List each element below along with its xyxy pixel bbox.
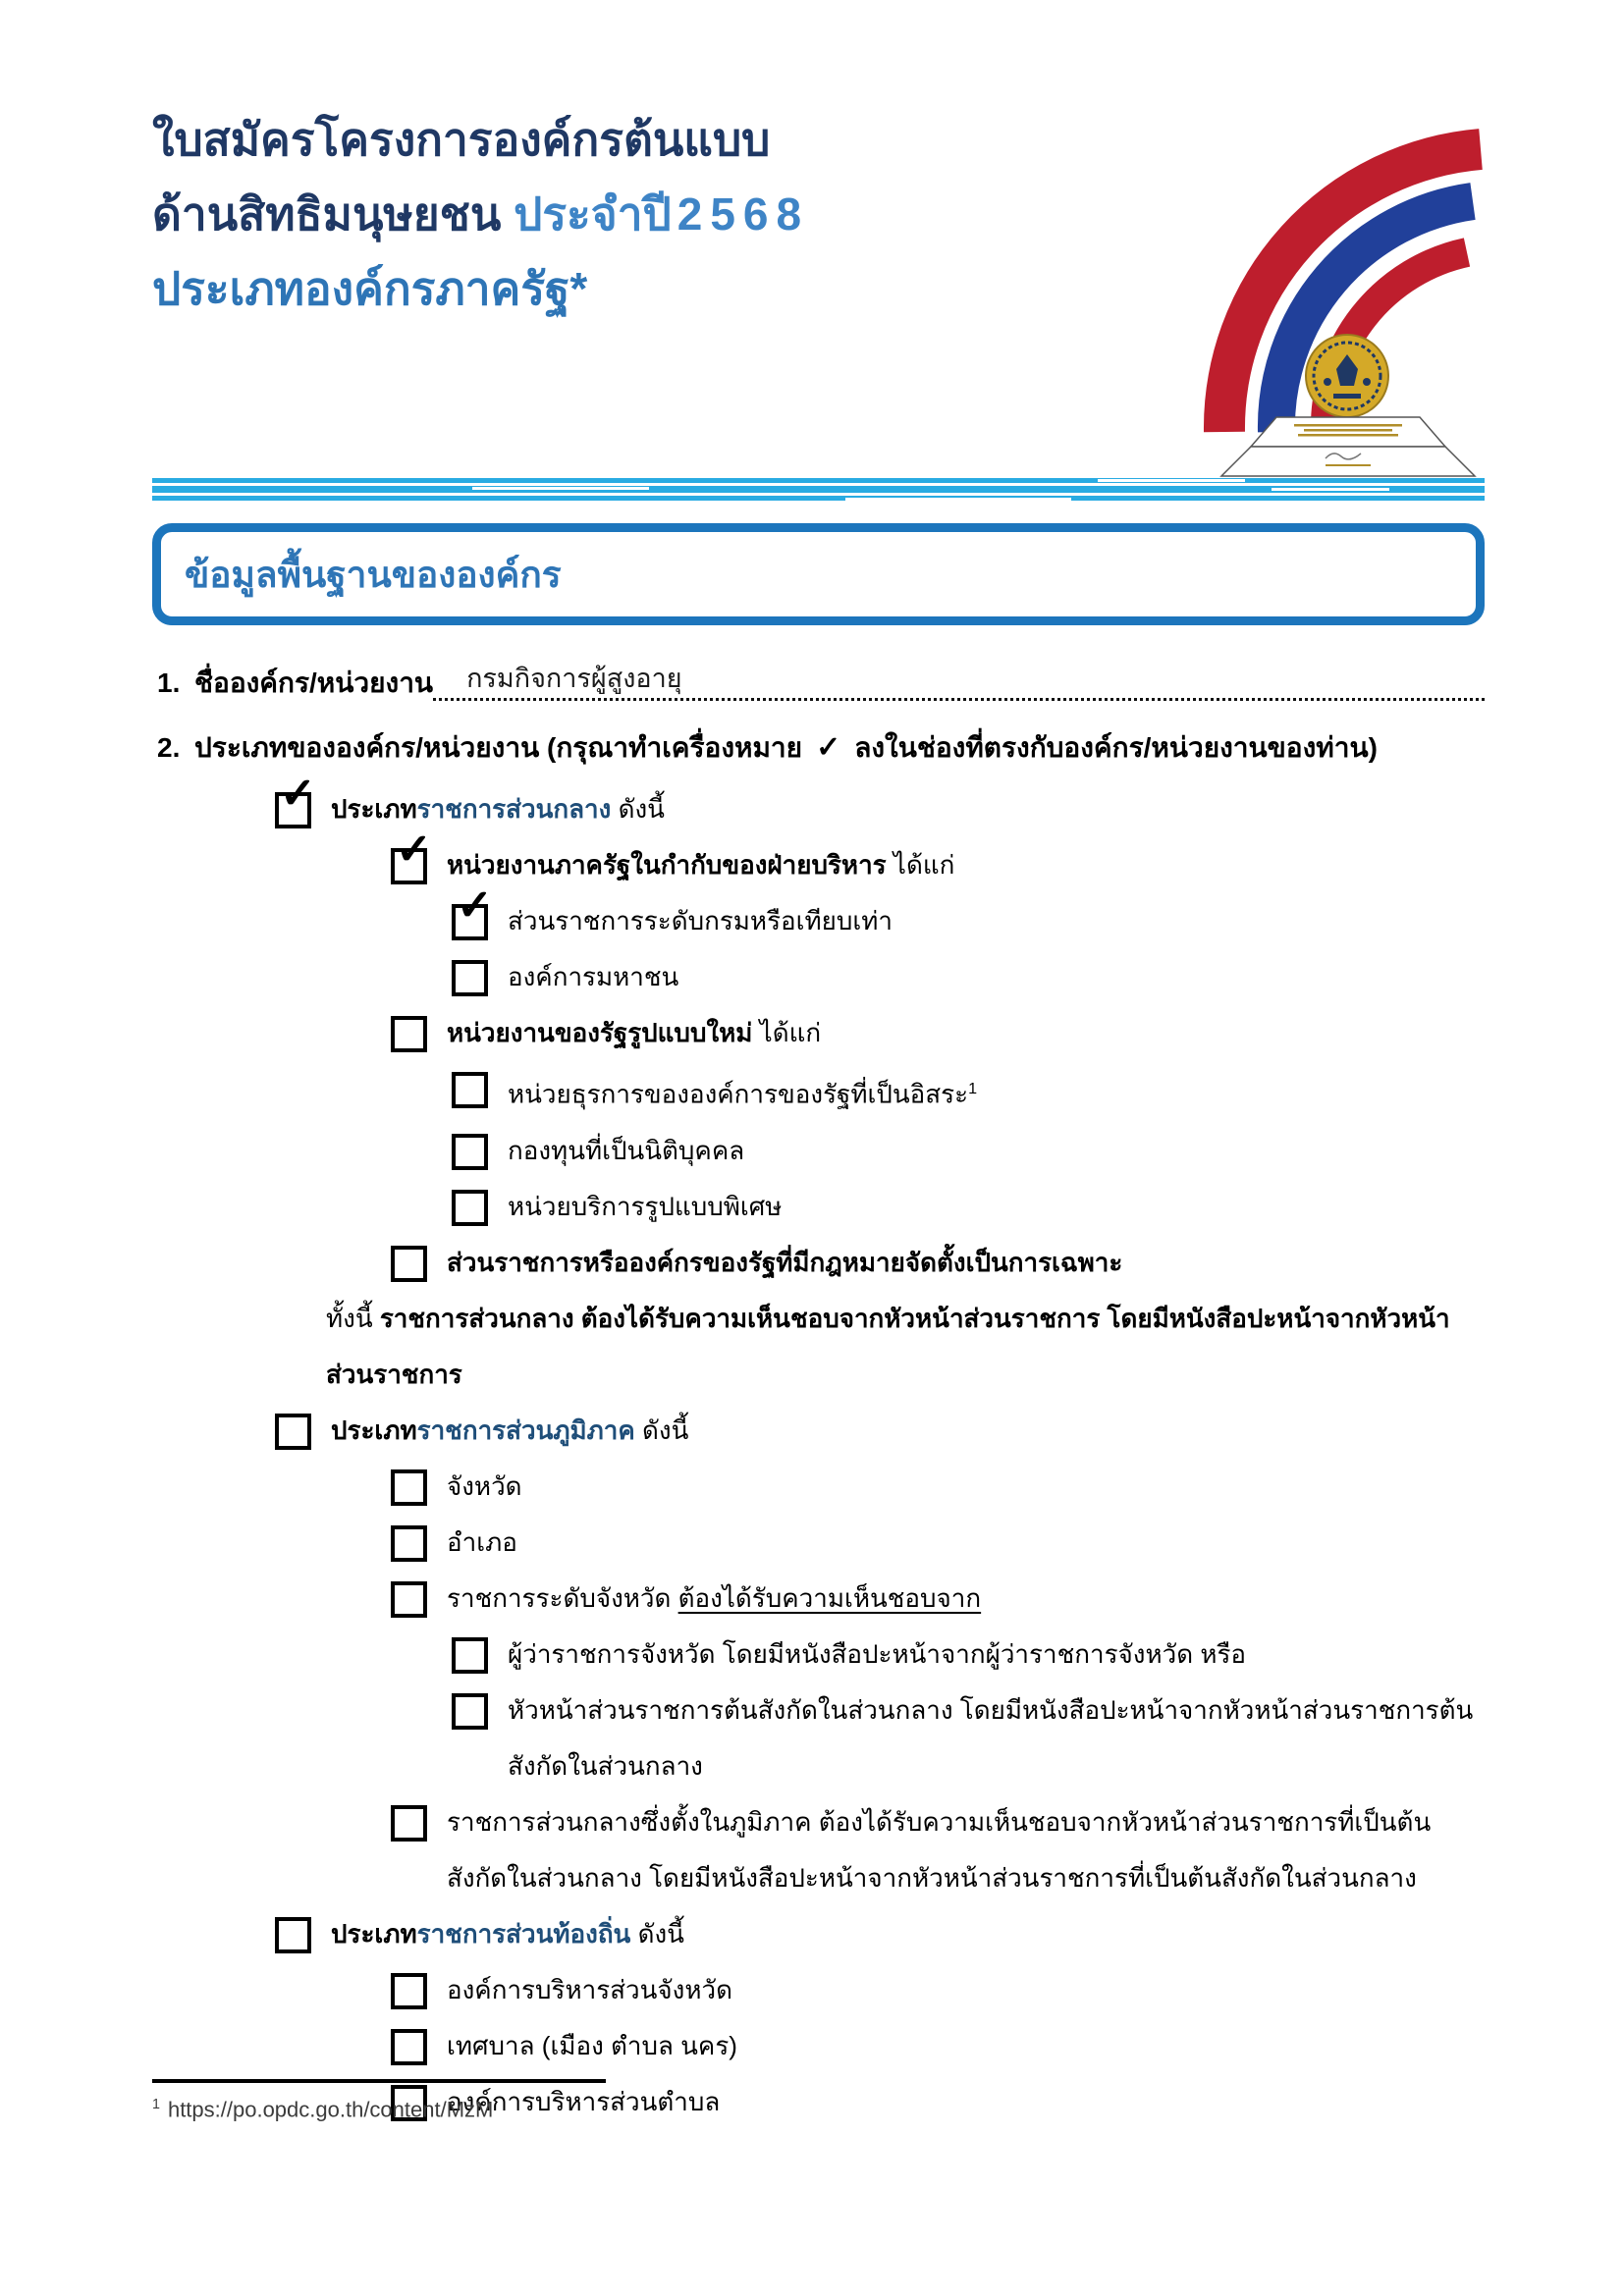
empty-checkbox[interactable]	[391, 1581, 427, 1618]
label-segment: ได้แก่	[886, 850, 955, 880]
empty-checkbox[interactable]	[452, 1072, 488, 1108]
checkbox-label	[447, 1962, 732, 2018]
label-segment: ส่วนราชการระดับกรมหรือเทียบเท่า	[508, 906, 893, 935]
label-segment: กองทุนที่เป็นนิติบุคคล	[508, 1135, 745, 1165]
footnote-marker: 1	[152, 2097, 160, 2112]
title-year: 2568	[677, 188, 810, 240]
empty-checkbox[interactable]	[452, 1693, 488, 1730]
label-segment: เทศบาล (เมือง ตำบล นคร)	[447, 2030, 737, 2060]
empty-checkbox[interactable]	[391, 2029, 427, 2065]
checkbox-label	[447, 837, 954, 893]
organization-name-value: กรมกิจการผู้สูงอายุ	[466, 664, 682, 693]
checkbox-item	[452, 881, 1485, 949]
checkbox-label	[331, 781, 665, 837]
form-content	[157, 654, 1485, 2130]
label-segment: หน่วยบริการรูปแบบพิเศษ	[508, 1191, 783, 1221]
checkbox-label	[447, 1459, 522, 1515]
label-segment: ดังนี้	[630, 1918, 684, 1949]
question-1	[157, 654, 1485, 713]
question-1-label: ชื่อองค์กร/หน่วยงาน	[194, 667, 434, 698]
document-title	[152, 102, 1183, 326]
footnote-separator	[152, 2079, 606, 2083]
title-line-2	[152, 177, 1183, 251]
organization-name-field[interactable]	[433, 659, 1485, 701]
checkbox-label	[447, 1235, 1122, 1291]
checkbox-label	[508, 949, 678, 1005]
checkbox-item	[452, 1627, 1485, 1682]
empty-checkbox[interactable]	[391, 1469, 427, 1506]
empty-checkbox[interactable]	[391, 1973, 427, 2009]
section-heading: ข้อมูลพื้นฐานขององค์กร	[185, 554, 562, 595]
checkbox-item	[452, 1061, 1485, 1123]
checkbox-label	[508, 1627, 1246, 1682]
checked-checkbox[interactable]	[452, 881, 493, 940]
check-mark-glyph: ✓	[816, 731, 841, 764]
human-rights-award-logo	[1200, 93, 1487, 478]
title-line-3: ประเภทองค์กรภาครัฐ*	[152, 263, 588, 314]
checkbox-item	[275, 1403, 1485, 1459]
label-segment: จังหวัด	[447, 1470, 522, 1501]
checkbox-label	[331, 1403, 688, 1459]
question-2-label: ประเภทขององค์กร/หน่วยงาน (กรุณาทำเครื่องหมาย ✓ ลงในช่องที่ตรงกับองค์กร/หน่วยงานของท่าน)	[194, 731, 1378, 764]
checkbox-label	[447, 2018, 737, 2074]
label-segment: หน่วยงานภาครัฐในกำกับของฝ่ายบริหาร	[447, 850, 887, 880]
checkbox-label	[508, 1179, 782, 1235]
label-segment: ผู้ว่าราชการจังหวัด โดยมีหนังสือปะหน้าจากผู้ว่าราชการจังหวัด หรือ	[508, 1638, 1247, 1669]
checkbox-label	[508, 1682, 1485, 1794]
empty-checkbox[interactable]	[452, 1134, 488, 1170]
label-segment: ได้แก่	[752, 1018, 822, 1047]
label-segment: หน่วยธุรการขององค์การของรัฐที่เป็นอิสระ	[508, 1079, 969, 1109]
checkbox-label	[508, 1061, 977, 1123]
checkbox-item	[391, 1794, 1485, 1906]
checkbox-item	[452, 1682, 1485, 1794]
title-line-2-dark: ด้านสิทธิมนุษยชน	[152, 188, 502, 240]
checkbox-item	[391, 1571, 1485, 1627]
label-segment: ประเภท	[331, 794, 417, 824]
pedestal-top	[1251, 417, 1445, 447]
checkbox-label	[447, 1794, 1485, 1906]
section-basic-info-box	[152, 523, 1485, 625]
empty-checkbox[interactable]	[275, 1917, 311, 1953]
checkbox-label	[447, 1515, 517, 1571]
label-segment: ราชการระดับจังหวัด	[447, 1582, 678, 1613]
footnote	[152, 2079, 839, 2122]
title-line-1: ใบสมัครโครงการองค์กรต้นแบบ	[152, 114, 771, 165]
label-segment: ส่วนราชการหรือองค์กรของรัฐที่มีกฎหมายจัดตั้งเป็นการเฉพาะ	[447, 1247, 1123, 1277]
checkbox-item	[391, 1235, 1485, 1291]
checklist	[157, 770, 1485, 2130]
checkbox-item	[452, 949, 1485, 1005]
label-segment: ราชการส่วนท้องถิ่น	[416, 1918, 631, 1949]
label-segment: องค์การบริหารส่วนจังหวัด	[447, 1974, 732, 2004]
checkbox-label	[508, 893, 893, 949]
checkbox-check-mark: ✓	[457, 881, 493, 930]
title-line-2-light: ประจำปี 2568	[514, 188, 810, 240]
checkbox-label	[447, 1571, 981, 1627]
checkbox-item	[391, 2018, 1485, 2074]
label-segment: ทั้งนี้	[326, 1303, 380, 1333]
empty-checkbox[interactable]	[452, 1637, 488, 1674]
checkbox-label	[447, 1005, 821, 1061]
checkbox-label	[508, 1123, 744, 1179]
checkbox-item	[452, 1123, 1485, 1179]
label-segment: ประเภท	[331, 1415, 417, 1445]
checkbox-item	[275, 770, 1485, 837]
checkbox-item	[391, 1962, 1485, 2018]
label-segment: ราชการส่วนกลาง	[416, 794, 612, 824]
checkbox-item	[391, 1005, 1485, 1061]
checkbox-label	[331, 1906, 684, 1962]
question-1-number: 1.	[157, 667, 181, 698]
empty-checkbox[interactable]	[391, 1016, 427, 1052]
pedestal-base	[1221, 447, 1475, 476]
question-2	[157, 719, 1485, 777]
empty-checkbox[interactable]	[391, 1246, 427, 1282]
note-paragraph	[326, 1291, 1485, 1403]
checkbox-item	[275, 1906, 1485, 1962]
checkbox-item	[452, 1179, 1485, 1235]
label-segment: อำเภอ	[447, 1526, 517, 1557]
label-segment: ราชการส่วนกลาง ต้องได้รับความเห็นชอบจากหัวหน้าส่วนราชการ โดยมีหนังสือปะหน้าจากหัวหน้าส่วนราชการ	[326, 1303, 1450, 1389]
label-segment: ดังนี้	[611, 794, 665, 824]
label-segment: องค์การบริหารส่วนตำบล	[447, 2086, 721, 2116]
checked-checkbox[interactable]	[391, 826, 432, 884]
empty-checkbox[interactable]	[391, 1525, 427, 1562]
checkbox-check-mark: ✓	[396, 826, 432, 874]
checkbox-item	[391, 826, 1485, 893]
checked-checkbox[interactable]	[275, 770, 316, 828]
question-2-number: 2.	[157, 732, 181, 763]
checkbox-check-mark: ✓	[280, 770, 316, 818]
label-segment: องค์การมหาชน	[508, 962, 679, 991]
footnote-text	[152, 2097, 839, 2122]
empty-checkbox[interactable]	[452, 1190, 488, 1226]
empty-checkbox[interactable]	[452, 960, 488, 996]
brush-divider	[152, 478, 1485, 505]
empty-checkbox[interactable]	[391, 1805, 427, 1842]
label-segment: ราชการส่วนกลางซึ่งตั้งในภูมิภาค ต้องได้รับความเห็นชอบจากหัวหน้าส่วนราชการที่เป็นต้นสังกัดในส่วนกลาง โดยมีหนังสือปะหน้าจากหัวหน้าส่วนราชการที่เป็นต้นสังกัดในส่วนกลาง	[447, 1806, 1432, 1893]
label-segment: ดังนี้	[634, 1415, 689, 1445]
label-segment: ประเภท	[331, 1918, 417, 1949]
checkbox-item	[391, 1459, 1485, 1515]
empty-checkbox[interactable]	[275, 1414, 311, 1450]
label-segment: ราชการส่วนภูมิภาค	[416, 1415, 635, 1445]
label-segment: ต้องได้รับความเห็นชอบจาก	[677, 1582, 982, 1613]
label-segment: หัวหน้าส่วนราชการต้นสังกัดในส่วนกลาง โดยมีหนังสือปะหน้าจากหัวหน้าส่วนราชการต้นสังกัดในส่วนกลาง	[508, 1694, 1474, 1781]
footnote-url[interactable]: https://po.opdc.go.th/content/MzM	[167, 2097, 494, 2122]
label-segment: 1	[968, 1080, 978, 1097]
label-segment: หน่วยงานของรัฐรูปแบบใหม่	[447, 1018, 753, 1047]
checkbox-item	[391, 1515, 1485, 1571]
flag-swoosh-trophy-icon	[1200, 93, 1487, 478]
